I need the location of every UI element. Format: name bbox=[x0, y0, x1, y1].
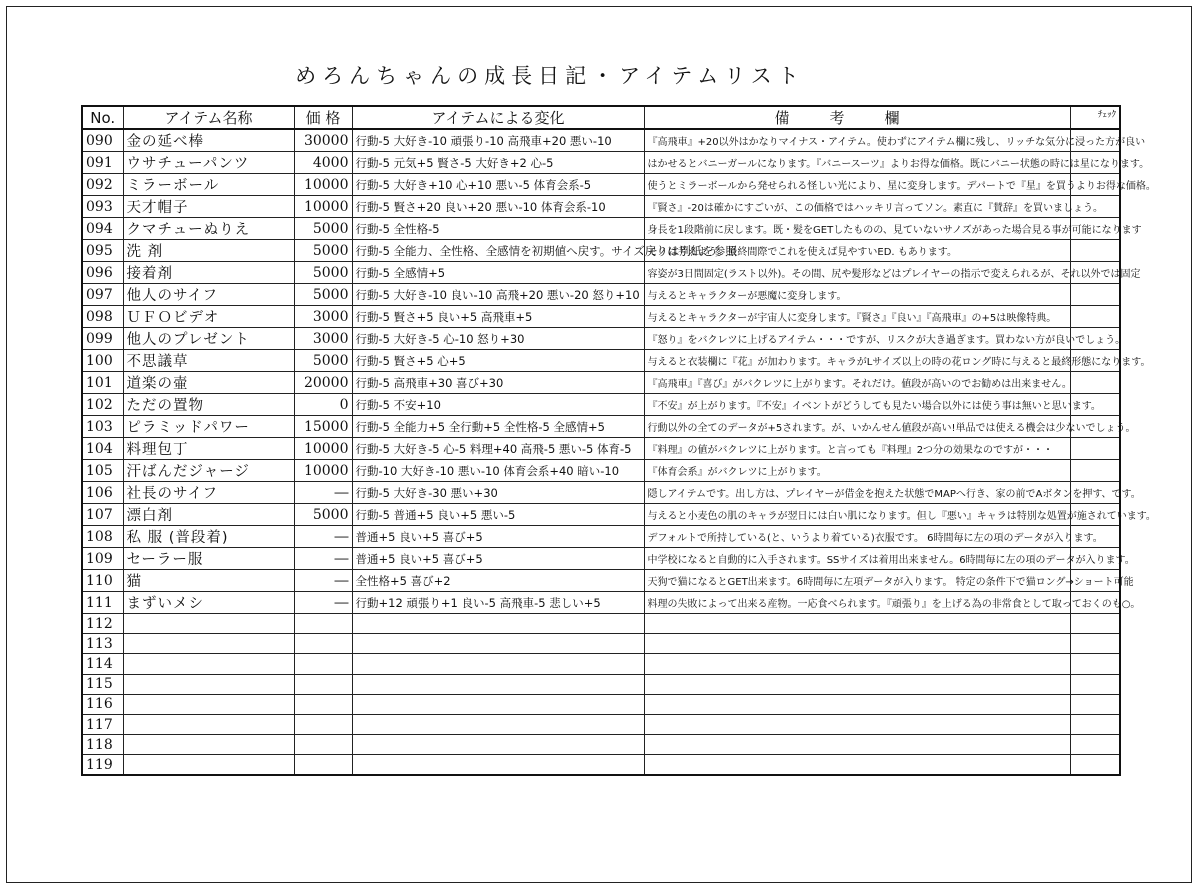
row-remark bbox=[644, 634, 1070, 654]
row-number: 101 bbox=[82, 372, 123, 394]
row-remark: 『体育会系』がバクレツに上がります。 bbox=[644, 460, 1070, 482]
row-effect bbox=[352, 674, 644, 694]
row-check-cell bbox=[1070, 372, 1120, 394]
row-number: 092 bbox=[82, 174, 123, 196]
table-row bbox=[82, 416, 1120, 438]
row-remark bbox=[644, 714, 1070, 734]
row-item-name: 洗 剤 bbox=[123, 240, 294, 262]
row-item-name: 不思議草 bbox=[123, 350, 294, 372]
row-number: 099 bbox=[82, 328, 123, 350]
row-remark: 料理の失敗によって出来る産物。一応食べられます。『頑張り』を上げる為の非常食として取っておくのも○。 bbox=[644, 592, 1070, 614]
row-check-cell bbox=[1070, 714, 1120, 734]
row-effect: 普通+5 良い+5 喜び+5 bbox=[352, 526, 644, 548]
row-price bbox=[294, 694, 352, 714]
table-row bbox=[82, 634, 1120, 654]
row-item-name: 社長のサイフ bbox=[123, 482, 294, 504]
row-remark: 『高飛車』+20以外はかなりマイナス・アイテム。使わずにアイテム欄に残し、リッチな気分に浸った方が良い bbox=[644, 129, 1070, 152]
table-row bbox=[82, 674, 1120, 694]
row-remark: 『高飛車』『喜び』がバクレツに上がります。それだけ。値段が高いのでお勧めは出来ません。 bbox=[644, 372, 1070, 394]
row-item-name: ウサチューパンツ bbox=[123, 152, 294, 174]
row-price bbox=[294, 654, 352, 674]
table-row bbox=[82, 262, 1120, 284]
row-price bbox=[294, 755, 352, 775]
row-item-name: ピラミッドパワー bbox=[123, 416, 294, 438]
table-row bbox=[82, 350, 1120, 372]
row-remark: 与えると衣装欄に『花』が加わります。キャラがLサイズ以上の時の花ロング時に与えると最終形態になります。 bbox=[644, 350, 1070, 372]
header-name: アイテム名称 bbox=[123, 106, 294, 129]
table-header-row bbox=[82, 106, 1120, 129]
row-number: 098 bbox=[82, 306, 123, 328]
row-remark: 『不安』が上がります。『不安』イベントがどうしても見たい場合以外には使う事は無いと思います。 bbox=[644, 394, 1070, 416]
row-number: 102 bbox=[82, 394, 123, 416]
table-row bbox=[82, 654, 1120, 674]
row-number: 116 bbox=[82, 694, 123, 714]
row-price: 5000 bbox=[294, 240, 352, 262]
table-row bbox=[82, 592, 1120, 614]
row-check-cell bbox=[1070, 306, 1120, 328]
row-number: 096 bbox=[82, 262, 123, 284]
row-remark: 隠しアイテムです。出し方は、プレイヤーが借金を抱えた状態でMAPへ行き、家の前でAボタンを押す、です。 bbox=[644, 482, 1070, 504]
row-effect: 行動-5 高飛車+30 喜び+30 bbox=[352, 372, 644, 394]
row-number: 111 bbox=[82, 592, 123, 614]
row-price: 3000 bbox=[294, 328, 352, 350]
page-title: めろんちゃんの成長日記・アイテムリスト bbox=[295, 64, 805, 88]
row-effect bbox=[352, 654, 644, 674]
row-effect bbox=[352, 755, 644, 775]
row-effect: 行動-5 賢さ+5 心+5 bbox=[352, 350, 644, 372]
row-remark bbox=[644, 755, 1070, 775]
row-number: 112 bbox=[82, 614, 123, 634]
row-remark bbox=[644, 735, 1070, 755]
item-table bbox=[81, 105, 1156, 776]
row-item-name: 漂白剤 bbox=[123, 504, 294, 526]
table-row bbox=[82, 240, 1120, 262]
row-effect: 行動-10 大好き-10 悪い-10 体育会系+40 暗い-10 bbox=[352, 460, 644, 482]
row-number: 108 bbox=[82, 526, 123, 548]
row-remark bbox=[644, 654, 1070, 674]
row-check-cell bbox=[1070, 240, 1120, 262]
row-check-cell bbox=[1070, 674, 1120, 694]
row-remark: 与えると小麦色の肌のキャラが翌日には白い肌になります。但し『悪い』キャラは特別な処置が施されています。 bbox=[644, 504, 1070, 526]
header-effect: アイテムによる変化 bbox=[352, 106, 644, 129]
table-row bbox=[82, 306, 1120, 328]
row-number: 113 bbox=[82, 634, 123, 654]
row-number: 097 bbox=[82, 284, 123, 306]
row-item-name bbox=[123, 614, 294, 634]
row-item-name bbox=[123, 694, 294, 714]
header-no: No. bbox=[82, 106, 123, 129]
row-price: 10000 bbox=[294, 196, 352, 218]
row-item-name bbox=[123, 714, 294, 734]
table-row bbox=[82, 504, 1120, 526]
row-item-name: まずいメシ bbox=[123, 592, 294, 614]
row-remark: 使うとミラーボールから発せられる怪しい光により、星に変身します。デパートで『星』を買うよりお得な価格。 bbox=[644, 174, 1070, 196]
row-item-name: セーラー服 bbox=[123, 548, 294, 570]
table-row bbox=[82, 284, 1120, 306]
row-price: 15000 bbox=[294, 416, 352, 438]
row-check-cell bbox=[1070, 284, 1120, 306]
table-row bbox=[82, 174, 1120, 196]
table-row bbox=[82, 394, 1120, 416]
row-check-cell bbox=[1070, 755, 1120, 775]
row-item-name bbox=[123, 735, 294, 755]
row-remark: 『怒り』をバクレツに上げるアイテム・・・ですが、リスクが大き過ぎます。買わない方が良いでしょう。 bbox=[644, 328, 1070, 350]
row-price: 10000 bbox=[294, 460, 352, 482]
row-item-name: 他人のサイフ bbox=[123, 284, 294, 306]
row-item-name: 汗ばんだジャージ bbox=[123, 460, 294, 482]
row-effect: 行動-5 全感情+5 bbox=[352, 262, 644, 284]
row-check-cell bbox=[1070, 694, 1120, 714]
row-effect: 行動-5 全能力、全性格、全感情を初期値へ戻す。サイズ戻りは別紙を参照 bbox=[352, 240, 644, 262]
row-price: ― bbox=[294, 592, 352, 614]
row-price: ― bbox=[294, 548, 352, 570]
row-remark: 容姿が3日間固定(ラスト以外)。その間、尻や髪形などはプレイヤーの指示で変えられるが、それ以外では固定 bbox=[644, 262, 1070, 284]
row-effect: 行動-5 大好き-10 良い-10 高飛+20 悪い-20 怒り+10 bbox=[352, 284, 644, 306]
row-price bbox=[294, 714, 352, 734]
row-effect bbox=[352, 614, 644, 634]
row-price: 3000 bbox=[294, 306, 352, 328]
table-row bbox=[82, 614, 1120, 634]
row-item-name bbox=[123, 755, 294, 775]
row-price bbox=[294, 735, 352, 755]
row-effect: 行動-5 大好き+10 心+10 悪い-5 体育会系-5 bbox=[352, 174, 644, 196]
header-remark: 備考欄 bbox=[644, 106, 1070, 129]
row-price: 5000 bbox=[294, 350, 352, 372]
row-number: 100 bbox=[82, 350, 123, 372]
row-remark: 『賢さ』-20は確かにすごいが、この価格ではハッキリ言ってソン。素直に『賛辞』を買いましょう。 bbox=[644, 196, 1070, 218]
row-item-name: 道楽の壷 bbox=[123, 372, 294, 394]
table-row bbox=[82, 328, 1120, 350]
row-number: 107 bbox=[82, 504, 123, 526]
row-effect bbox=[352, 714, 644, 734]
row-number: 103 bbox=[82, 416, 123, 438]
row-effect bbox=[352, 735, 644, 755]
header-price: 価 格 bbox=[294, 106, 352, 129]
row-number: 105 bbox=[82, 460, 123, 482]
row-check-cell bbox=[1070, 460, 1120, 482]
row-item-name: クマチューぬりえ bbox=[123, 218, 294, 240]
row-item-name: ただの置物 bbox=[123, 394, 294, 416]
row-remark: 与えるとキャラクターが悪魔に変身します。 bbox=[644, 284, 1070, 306]
row-number: 104 bbox=[82, 438, 123, 460]
row-item-name: 天才帽子 bbox=[123, 196, 294, 218]
row-item-name bbox=[123, 634, 294, 654]
row-number: 118 bbox=[82, 735, 123, 755]
row-price: 5000 bbox=[294, 504, 352, 526]
row-check-cell bbox=[1070, 634, 1120, 654]
row-price: ― bbox=[294, 570, 352, 592]
table-row bbox=[82, 372, 1120, 394]
table-row bbox=[82, 570, 1120, 592]
row-effect: 全性格+5 喜び+2 bbox=[352, 570, 644, 592]
row-item-name: ミラーボール bbox=[123, 174, 294, 196]
row-effect: 行動-5 賢さ+5 良い+5 高飛車+5 bbox=[352, 306, 644, 328]
row-effect: 行動-5 大好き-5 心-5 料理+40 高飛-5 悪い-5 体育-5 bbox=[352, 438, 644, 460]
row-remark: 天狗で猫になるとGET出来ます。6時間毎に左項データが入ります。 特定の条件下で猫ロング→ショート可能 bbox=[644, 570, 1070, 592]
row-item-name: 他人のプレゼント bbox=[123, 328, 294, 350]
row-effect: 普通+5 良い+5 喜び+5 bbox=[352, 548, 644, 570]
row-check-cell bbox=[1070, 735, 1120, 755]
row-price: 0 bbox=[294, 394, 352, 416]
row-effect: 行動-5 大好き-30 悪い+30 bbox=[352, 482, 644, 504]
row-price: 10000 bbox=[294, 438, 352, 460]
row-number: 109 bbox=[82, 548, 123, 570]
row-item-name: 私 服 (普段着) bbox=[123, 526, 294, 548]
table-row bbox=[82, 460, 1120, 482]
row-price bbox=[294, 614, 352, 634]
row-remark bbox=[644, 694, 1070, 714]
table-row bbox=[82, 714, 1120, 734]
row-remark: 中学校になると自動的に入手されます。SSサイズは着用出来ません。6時間毎に左の項のデータが入ります。 bbox=[644, 548, 1070, 570]
table-row bbox=[82, 482, 1120, 504]
row-effect: 行動-5 元気+5 賢さ-5 大好き+2 心-5 bbox=[352, 152, 644, 174]
row-number: 119 bbox=[82, 755, 123, 775]
row-item-name: 接着剤 bbox=[123, 262, 294, 284]
row-item-name bbox=[123, 654, 294, 674]
row-number: 094 bbox=[82, 218, 123, 240]
row-effect: 行動-5 不安+10 bbox=[352, 394, 644, 416]
row-remark bbox=[644, 674, 1070, 694]
row-remark: はかせるとバニーガールになります。『バニースーツ』よりお得な価格。既にバニー状態の時には星になります。 bbox=[644, 152, 1070, 174]
table-row bbox=[82, 196, 1120, 218]
row-remark: 与えるとキャラクターが宇宙人に変身します。『賢さ』『良い』『高飛車』の+5は映像特典。 bbox=[644, 306, 1070, 328]
row-remark: 行動以外の全てのデータが+5されます。が、いかんせん値段が高い!単品では使える機会は少ないでしょう。 bbox=[644, 416, 1070, 438]
row-effect: 行動-5 大好き-10 頑張り-10 高飛車+20 悪い-10 bbox=[352, 129, 644, 152]
row-item-name bbox=[123, 674, 294, 694]
row-number: 095 bbox=[82, 240, 123, 262]
row-price bbox=[294, 674, 352, 694]
row-price: 5000 bbox=[294, 284, 352, 306]
row-number: 117 bbox=[82, 714, 123, 734]
row-remark bbox=[644, 614, 1070, 634]
row-remark: モノは考えよう。最終間際でこれを使えば見やすいED. もあります。 bbox=[644, 240, 1070, 262]
row-number: 106 bbox=[82, 482, 123, 504]
table-row bbox=[82, 152, 1120, 174]
row-effect bbox=[352, 634, 644, 654]
row-remark: 身長を1段階前に戻します。既・髪をGETしたものの、見ていないサノズがあった場合見る事が可能になります bbox=[644, 218, 1070, 240]
table-row bbox=[82, 438, 1120, 460]
row-item-name: ＵＦＯビデオ bbox=[123, 306, 294, 328]
row-price: ― bbox=[294, 482, 352, 504]
table-row bbox=[82, 218, 1120, 240]
row-remark: 『料理』の値がバクレツに上がります。と言っても『料理』2つ分の効果なのですが・・・ bbox=[644, 438, 1070, 460]
row-effect: 行動-5 全能力+5 全行動+5 全性格-5 全感情+5 bbox=[352, 416, 644, 438]
row-price: 20000 bbox=[294, 372, 352, 394]
row-number: 110 bbox=[82, 570, 123, 592]
row-effect: 行動-5 普通+5 良い+5 悪い-5 bbox=[352, 504, 644, 526]
table-row bbox=[82, 548, 1120, 570]
table-row bbox=[82, 694, 1120, 714]
row-price: ― bbox=[294, 526, 352, 548]
row-effect: 行動-5 大好き-5 心-10 怒り+30 bbox=[352, 328, 644, 350]
table-row bbox=[82, 735, 1120, 755]
row-price: 10000 bbox=[294, 174, 352, 196]
row-check-cell bbox=[1070, 438, 1120, 460]
row-price: 30000 bbox=[294, 129, 352, 152]
row-number: 090 bbox=[82, 129, 123, 152]
row-check-cell bbox=[1070, 614, 1120, 634]
table-row bbox=[82, 526, 1120, 548]
row-item-name: 料理包丁 bbox=[123, 438, 294, 460]
row-remark: デフォルトで所持している(と、いうより着ている)衣服です。 6時間毎に左の項のデータが入ります。 bbox=[644, 526, 1070, 548]
row-effect: 行動+12 頑張り+1 良い-5 高飛車-5 悲しい+5 bbox=[352, 592, 644, 614]
row-price: 5000 bbox=[294, 218, 352, 240]
row-item-name: 猫 bbox=[123, 570, 294, 592]
row-number: 114 bbox=[82, 654, 123, 674]
header-check: ﾁｪｯｸ bbox=[1070, 106, 1120, 129]
row-item-name: 金の延べ棒 bbox=[123, 129, 294, 152]
row-number: 091 bbox=[82, 152, 123, 174]
row-effect: 行動-5 全性格-5 bbox=[352, 218, 644, 240]
table-row bbox=[82, 755, 1120, 775]
row-check-cell bbox=[1070, 654, 1120, 674]
row-price bbox=[294, 634, 352, 654]
row-number: 115 bbox=[82, 674, 123, 694]
row-effect bbox=[352, 694, 644, 714]
row-effect: 行動-5 賢さ+20 良い+20 悪い-10 体育会系-10 bbox=[352, 196, 644, 218]
row-price: 4000 bbox=[294, 152, 352, 174]
row-number: 093 bbox=[82, 196, 123, 218]
table-row bbox=[82, 129, 1120, 152]
row-price: 5000 bbox=[294, 262, 352, 284]
